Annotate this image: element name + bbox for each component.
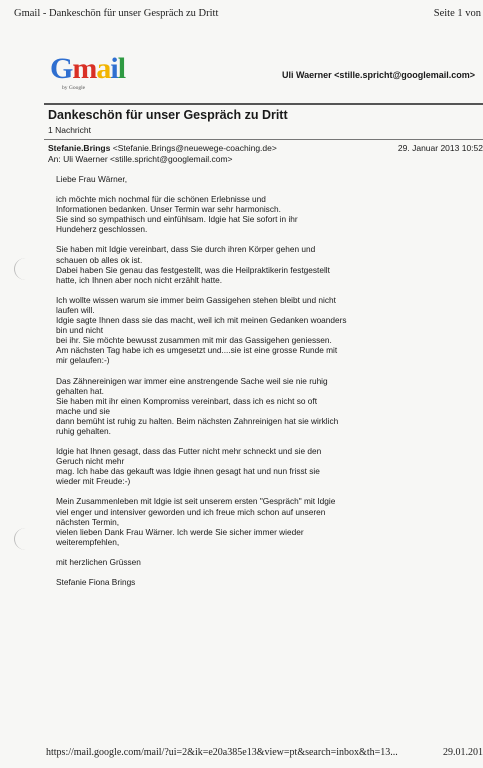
message-date: 29. Januar 2013 10:52 — [397, 143, 483, 153]
header-divider — [44, 103, 483, 105]
message-line: Hundeherz geschlossen. — [56, 224, 148, 235]
message-sender — [48, 143, 277, 153]
message-paragraph — [56, 496, 368, 546]
message-line: viel enger und intensiver geworden und ich freue mich schon auf unseren — [56, 506, 326, 517]
punch-hole-mark — [14, 528, 37, 550]
print-page-title: Gmail - Dankeschön für unser Gespräch zu Dritt — [14, 8, 219, 19]
thread-subject: Dankeschön für unser Gespräch zu Dritt — [48, 108, 288, 122]
message-line: bei ihr. Sie möchte bewusst zusammen mit mir das Gassigehen geniessen. — [56, 335, 332, 346]
message-line: Informationen bedanken. Unser Termin war sehr harmonisch. — [56, 204, 281, 215]
message-body — [56, 174, 368, 597]
logo-letter-l: l — [117, 52, 126, 85]
message-line: Sie sind so sympathisch und einfühlsam. Idgie hat Sie sofort in ihr — [56, 214, 298, 225]
message-paragraph — [56, 376, 368, 437]
message-paragraph — [56, 244, 368, 284]
sender-name: Stefanie.Brings — [48, 143, 111, 153]
message-line: bin und nicht — [56, 325, 104, 336]
message-line: Sie haben mit Idgie vereinbart, dass Sie durch ihren Körper gehen und — [56, 244, 316, 255]
print-footer-date: 29.01.201 — [443, 747, 483, 758]
message-line: Dabei haben Sie genau das festgestellt, was die Heilpraktikerin festgestellt — [56, 264, 330, 275]
logo-letter-i: i — [110, 52, 118, 85]
account-email: Uli Waerner <stille.spricht@googlemail.com> — [282, 70, 475, 80]
message-line: vielen lieben Dank Frau Wärner. Ich werde Sie sicher immer wieder — [56, 526, 304, 537]
message-line: weiterempfehlen, — [56, 536, 120, 547]
message-line: schauen ob alles ok ist. — [56, 254, 143, 265]
message-line: wieder mit Freude:-) — [56, 476, 131, 487]
message-paragraph — [56, 577, 368, 587]
logo-letter-m: m — [72, 52, 97, 85]
message-line: Mein Zusammenleben mit Idgie ist seit unserem ersten "Gespräch" mit Idgie — [56, 496, 336, 507]
message-line: Sie haben mit ihr einen Kompromiss vereinbart, dass ich es nicht so oft — [56, 395, 318, 406]
print-header — [14, 8, 483, 22]
gmail-logo-wordmark — [50, 54, 140, 84]
message-recipient: An: Uli Waerner <stille.spricht@googlemail.com> — [48, 154, 233, 164]
message-count: 1 Nachricht — [48, 125, 91, 135]
print-footer-url: https://mail.google.com/mail/?ui=2&ik=e20a385e13&view=pt&search=inbox&th=13... — [46, 747, 398, 758]
message-paragraph — [56, 174, 368, 184]
message-line: mache und sie — [56, 405, 110, 416]
logo-letter-g: G — [50, 52, 73, 85]
message-line: laufen will. — [56, 304, 95, 315]
message-paragraph — [56, 446, 368, 486]
message-paragraph — [56, 194, 368, 234]
gmail-logo — [50, 54, 140, 98]
subject-divider — [44, 139, 483, 140]
message-line: Stefanie Fiona Brings — [56, 577, 136, 587]
message-line: hatte, ich Ihnen aber noch nicht erzählt hatte. — [56, 274, 223, 285]
message-line: gehalten hat. — [56, 385, 104, 396]
message-paragraph — [56, 557, 368, 567]
message-line: dann bemüht ist ruhig zu halten. Beim nächsten Zahnreinigen hat sie wirklich — [56, 415, 339, 426]
message-line: ich möchte mich nochmal für die schönen Erlebnisse und — [56, 194, 266, 205]
print-page-number: Seite 1 von — [433, 8, 481, 19]
logo-subtext: by Google — [62, 85, 86, 91]
message-paragraph — [56, 295, 368, 366]
message-line: mit herzlichen Grüssen — [56, 556, 141, 567]
message-line: ruhig gehalten. — [56, 425, 111, 436]
message-line: Ich wollte wissen warum sie immer beim Gassigehen stehen bleibt und nicht — [56, 294, 336, 305]
logo-letter-a: a — [96, 52, 111, 85]
print-footer — [46, 747, 483, 761]
message-line: Liebe Frau Wärner, — [56, 174, 128, 184]
message-line: Geruch nicht mehr — [56, 456, 125, 467]
message-line: Idgie sagte Ihnen dass sie das macht, weil ich mit meinen Gedanken woanders — [56, 315, 347, 326]
message-line: mir gelaufen:-) — [56, 355, 110, 366]
sender-email: <Stefanie.Brings@neuewege-coaching.de> — [112, 143, 277, 153]
message-line: mag. Ich habe das gekauft was Idgie ihnen gesagt hat und nun frisst sie — [56, 466, 320, 477]
message-line: Am nächsten Tag habe ich es umgesetzt und....sie ist eine grosse Runde mit — [56, 345, 338, 356]
message-line: Idgie hat Ihnen gesagt, dass das Futter nicht mehr schneckt und sie den — [56, 446, 322, 457]
message-line: nächsten Termin, — [56, 516, 120, 527]
message-line: Das Zähnereinigen war immer eine anstrengende Sache weil sie nie ruhig — [56, 375, 328, 386]
punch-hole-mark — [14, 258, 37, 280]
